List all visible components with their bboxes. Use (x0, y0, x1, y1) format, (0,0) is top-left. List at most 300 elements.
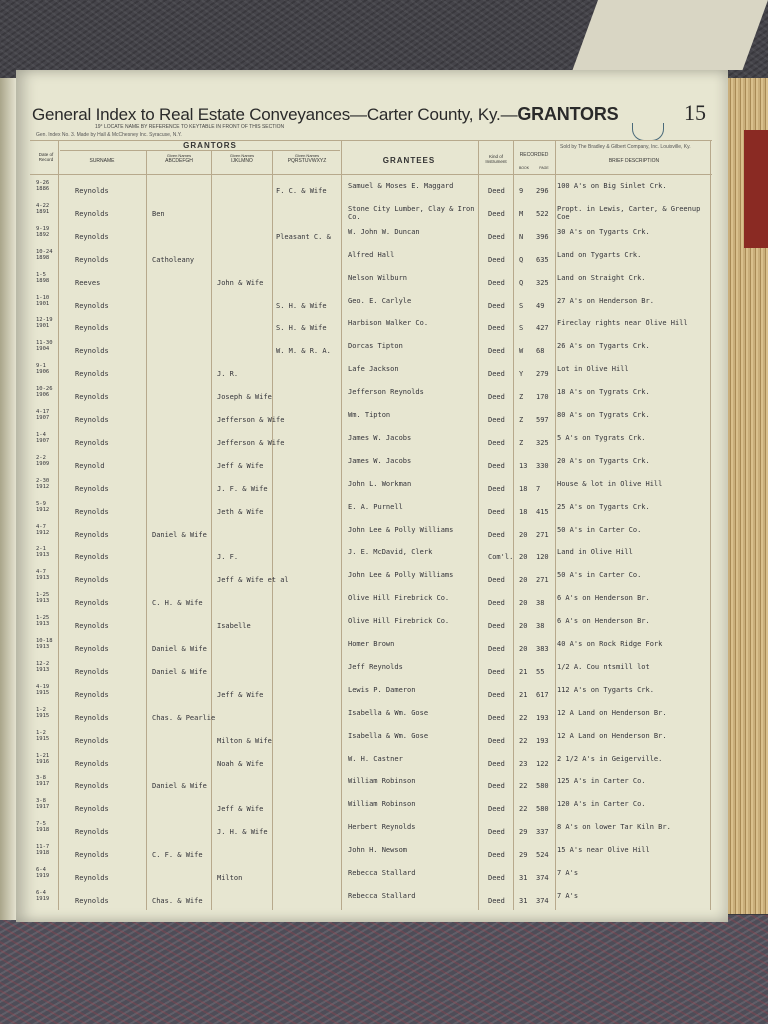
grantee: John L. Workman (348, 479, 412, 488)
col-header-ijk: IJKLMNO (231, 158, 253, 164)
grantee: James W. Jacobs (348, 433, 412, 442)
table-row (0, 319, 768, 341)
book-number: 20 (519, 645, 528, 653)
surname: Reynolds (75, 645, 109, 653)
instrument-kind: Com'l. (488, 553, 514, 562)
header-rule-top (30, 140, 712, 141)
record-date: 6-4 1919 (36, 889, 50, 902)
surname: Reynolds (75, 736, 109, 745)
grantee: Nelson Wilburn (348, 273, 408, 282)
table-row (0, 777, 768, 799)
table-row (0, 640, 768, 662)
table-row (0, 411, 768, 433)
record-date: 7-5 1918 (36, 821, 50, 834)
page-number-cell: 597 (536, 416, 549, 424)
grantee: James W. Jacobs (348, 456, 412, 465)
surname: Reynolds (75, 553, 109, 562)
instrument-kind: Deed (488, 461, 505, 470)
subtitle: 19° LOCATE NAME BY REFERENCE TO KEYTABLE IN FRONT OF THIS SECTION (95, 124, 285, 130)
table-row (0, 571, 768, 593)
brief-description: 6 A's on Henderson Br. (557, 617, 650, 626)
printer-note: Gen. Index No. 3. Made by Hall & McChesney Inc. Syracuse, N.Y. (36, 132, 182, 138)
given-name-opq: S. H. & Wife (276, 301, 327, 310)
instrument-kind: Deed (488, 851, 505, 860)
grantee: J. E. McDavid, Clerk (348, 548, 433, 557)
given-name-ijk: Jefferson & Wife (217, 438, 285, 447)
given-name-abc: Daniel & Wife (152, 667, 207, 676)
brief-description: 80 A's on Tygrats Crk. (557, 411, 650, 419)
surname: Reynolds (75, 690, 109, 699)
table-row (0, 752, 768, 777)
col-header-surname: SURNAME (89, 158, 115, 164)
given-name-opq: W. M. & R. A. (276, 347, 331, 356)
instrument-kind: Deed (488, 438, 505, 447)
instrument-kind: Deed (488, 416, 505, 424)
col-header-kind: Kind of Instrument (485, 154, 507, 164)
surname: Reynolds (75, 713, 109, 722)
page-number: 15 (684, 100, 706, 125)
title-kind: GRANTORS (517, 104, 619, 124)
brief-description: 125 A's in Carter Co. (557, 777, 646, 786)
col-header-date: Date of Record (38, 152, 54, 162)
brief-description: 7 A's (557, 891, 579, 900)
given-name-ijk: Milton (217, 874, 243, 882)
table-row (0, 431, 768, 456)
col-header-page: PAGE (539, 166, 549, 170)
book-number: 21 (519, 667, 528, 676)
page-number-bracket (632, 123, 664, 141)
record-date: 1-5 1898 (36, 271, 50, 284)
grantee: Geo. E. Carlyle (348, 296, 412, 305)
book-number: 20 (519, 599, 528, 608)
record-date: 5-9 1912 (36, 500, 50, 513)
surname: Reynolds (75, 622, 109, 631)
record-date: 10-24 1898 (36, 248, 53, 261)
brief-description: Propt. in Lewis, Carter, & Greenup Coe (557, 204, 701, 221)
record-date: 1-25 1913 (36, 615, 50, 628)
carpet-background-bottom (0, 915, 768, 1024)
brief-description: 50 A's in Carter Co. (557, 571, 642, 580)
given-name-ijk: Jefferson & Wife (217, 416, 285, 424)
page-number-cell: 7 (536, 484, 541, 493)
surname: Reynolds (75, 416, 109, 424)
surname: Reynolds (75, 393, 109, 402)
given-name-abc: C. F. & Wife (152, 851, 203, 860)
surname: Reynolds (75, 301, 109, 310)
table-row (0, 846, 768, 868)
grantee: Wm. Tipton (348, 411, 391, 419)
col-header-recorded: RECORDED (519, 152, 549, 158)
instrument-kind: Deed (488, 622, 505, 631)
instrument-kind: Deed (488, 599, 505, 608)
instrument-kind: Deed (488, 187, 505, 195)
instrument-kind: Deed (488, 507, 505, 516)
table-row (0, 660, 768, 685)
page-number-cell: 68 (536, 347, 545, 356)
record-date: 1-10 1901 (36, 294, 50, 307)
table-row (0, 617, 768, 639)
given-name-ijk: J. R. (217, 370, 239, 379)
page-number-cell: 38 (536, 599, 545, 608)
book-number: 22 (519, 736, 528, 745)
surname: Reynolds (75, 828, 109, 837)
page-number-cell: 617 (536, 690, 549, 699)
grantee: Jeff Reynolds (348, 662, 403, 671)
book-number: Z (519, 416, 524, 424)
book-number: N (519, 232, 524, 241)
brief-description: 27 A's on Henderson Br. (557, 296, 654, 305)
table-row (0, 342, 768, 364)
surname: Reynolds (75, 324, 109, 333)
page-number-cell: 120 (536, 553, 549, 562)
grantee: Lewis P. Dameron (348, 685, 416, 694)
given-name-ijk: Milton & Wife (217, 736, 272, 745)
brief-description: 8 A's on lower Tar Kiln Br. (557, 823, 671, 832)
record-date: 12-2 1913 (36, 660, 50, 673)
instrument-kind: Deed (488, 713, 505, 722)
page-number-cell: 635 (536, 255, 549, 264)
record-date: 11-7 1918 (36, 844, 50, 857)
record-date: 1-2 1915 (36, 729, 50, 742)
surname: Reeves (75, 278, 101, 287)
grantee: Stone City Lumber, Clay & Iron Co. (348, 204, 475, 221)
given-name-opq: F. C. & Wife (276, 187, 327, 195)
instrument-kind: Deed (488, 690, 505, 699)
brief-description: 40 A's on Rock Ridge Fork (557, 640, 663, 648)
instrument-kind: Deed (488, 393, 505, 402)
given-name-ijk: Jeff & Wife (217, 805, 264, 814)
brief-description: 18 A's on Tygrats Crk. (557, 388, 650, 397)
book-number: M (519, 209, 524, 218)
page-number-cell: 337 (536, 828, 549, 837)
col-header-given-abc: Given Names (166, 153, 192, 158)
given-name-opq: S. H. & Wife (276, 324, 327, 333)
col-header-abc: ABCDEFGH (165, 158, 193, 164)
page-number-cell: 580 (536, 805, 549, 814)
page-number-cell: 296 (536, 187, 549, 195)
brief-description: 6 A's on Henderson Br. (557, 594, 650, 603)
grantee: Herbert Reynolds (348, 823, 416, 832)
page-number-cell: 193 (536, 736, 549, 745)
record-date: 1-4 1907 (36, 431, 50, 444)
supplier-note: Sold by The Bradley & Gilbert Company, Inc. Louisville, Ky. (560, 144, 691, 150)
surname: Reynolds (75, 530, 109, 539)
grantee: William Robinson (348, 800, 416, 809)
surname: Reynolds (75, 438, 109, 447)
page-number-cell: 383 (536, 645, 549, 653)
record-date: 4-7 1913 (36, 569, 50, 582)
given-name-ijk: Jeff & Wife (217, 461, 264, 470)
grantee: Harbison Walker Co. (348, 319, 429, 328)
given-name-ijk: Jeff & Wife et al (217, 576, 289, 585)
grantee: Rebecca Stallard (348, 869, 416, 877)
given-name-abc: Chas. & Pearlie (152, 713, 216, 722)
given-name-abc: C. H. & Wife (152, 599, 203, 608)
page-number-cell: 325 (536, 438, 549, 447)
table-row (0, 365, 768, 387)
brief-description: Land on Straight Crk. (557, 273, 646, 282)
table-row (0, 889, 768, 914)
col-header-given-opq: Given Names (294, 153, 320, 158)
given-name-ijk: J. H. & Wife (217, 828, 268, 837)
table-row (0, 202, 768, 227)
table-row (0, 454, 768, 479)
instrument-kind: Deed (488, 209, 505, 218)
grantee: Jefferson Reynolds (348, 388, 424, 397)
instrument-kind: Deed (488, 278, 505, 287)
page-number-cell: 55 (536, 667, 545, 676)
book-number: Q (519, 278, 524, 287)
book-number: Q (519, 255, 524, 264)
grantee: John H. Newsom (348, 846, 408, 855)
surname: Reynolds (75, 255, 109, 264)
brief-description: Fireclay rights near Olive Hill (557, 319, 688, 328)
table-row (0, 683, 768, 708)
book-number: 18 (519, 484, 528, 493)
grantee: Homer Brown (348, 640, 395, 648)
col-header-grantees: GRANTEES (382, 156, 436, 165)
surname: Reynolds (75, 599, 109, 608)
brief-description: 25 A's on Tygarts Crk. (557, 502, 650, 511)
given-name-abc: Daniel & Wife (152, 782, 207, 791)
surname: Reynolds (75, 484, 109, 493)
page-number-cell: 374 (536, 896, 549, 905)
surname: Reynolds (75, 370, 109, 379)
instrument-kind: Deed (488, 370, 505, 379)
instrument-kind: Deed (488, 530, 505, 539)
surname: Reynolds (75, 576, 109, 585)
table-row (0, 706, 768, 731)
brief-description: 120 A's in Carter Co. (557, 800, 646, 809)
record-date: 3-8 1917 (36, 798, 50, 811)
book-number: S (519, 301, 524, 310)
instrument-kind: Deed (488, 301, 505, 310)
brief-description: 112 A's on Tygarts Crk. (557, 685, 654, 694)
table-row (0, 477, 768, 502)
given-name-ijk: John & Wife (217, 278, 264, 287)
table-row (0, 729, 768, 754)
grantee: John Lee & Polly Williams (348, 525, 454, 534)
book-number: Z (519, 393, 524, 402)
instrument-kind: Deed (488, 736, 505, 745)
brief-description: 26 A's on Tygarts Crk. (557, 342, 650, 351)
table-row (0, 823, 768, 845)
brief-description: 20 A's on Tygarts Crk. (557, 456, 650, 465)
brief-description: 1/2 A. Cou ntsmill lot (557, 662, 650, 671)
grantee: Alfred Hall (348, 250, 395, 259)
table-row (0, 271, 768, 296)
instrument-kind: Deed (488, 896, 505, 905)
book-number: 22 (519, 782, 528, 791)
instrument-kind: Deed (488, 576, 505, 585)
page-number-cell: 271 (536, 576, 549, 585)
grantee: Samuel & Moses E. Maggard (348, 182, 454, 190)
record-date: 10-26 1906 (36, 386, 53, 399)
brief-description: 12 A Land on Henderson Br. (557, 731, 667, 740)
page-number-cell: 49 (536, 301, 545, 310)
surname: Reynolds (75, 851, 109, 860)
brief-description: 50 A's in Carter Co. (557, 525, 642, 534)
book-number: 22 (519, 805, 528, 814)
given-name-ijk: Joseph & Wife (217, 393, 272, 402)
table-row (0, 248, 768, 273)
given-name-opq: Pleasant C. & (276, 232, 331, 241)
book-number: S (519, 324, 524, 333)
record-date: 10-18 1913 (36, 638, 53, 650)
record-date: 4-17 1907 (36, 409, 50, 421)
record-date: 12-19 1901 (36, 317, 53, 330)
page-number-cell: 122 (536, 759, 549, 768)
instrument-kind: Deed (488, 255, 505, 264)
instrument-kind: Deed (488, 667, 505, 676)
given-name-ijk: J. F. & Wife (217, 484, 268, 493)
table-row (0, 523, 768, 548)
brief-description: 30 A's on Tygarts Crk. (557, 227, 650, 236)
page-number-cell: 580 (536, 782, 549, 791)
header-rule-bottom (30, 174, 712, 175)
given-name-ijk: Isabelle (217, 622, 251, 631)
instrument-kind: Deed (488, 759, 505, 768)
page-number-cell: 396 (536, 232, 549, 241)
grantee: Isabella & Wm. Gose (348, 731, 429, 740)
brief-description: Land on Tygarts Crk. (557, 250, 642, 259)
grantee: Lafe Jackson (348, 365, 399, 374)
book-number: 31 (519, 896, 528, 905)
record-date: 1-21 1916 (36, 752, 50, 765)
brief-description: 7 A's (557, 869, 579, 877)
col-header-book: BOOK (518, 166, 530, 170)
record-date: 2-2 1909 (36, 454, 50, 467)
book-number: 21 (519, 690, 528, 699)
table-row (0, 548, 768, 570)
record-date: 1-25 1913 (36, 592, 50, 605)
surname: Reynold (75, 461, 105, 470)
record-date: 9-1 1906 (36, 363, 50, 376)
given-name-ijk: J. F. (217, 553, 239, 562)
table-row (0, 594, 768, 616)
table-row (0, 500, 768, 525)
book-number: 20 (519, 553, 528, 562)
book-number: 20 (519, 530, 528, 539)
brief-description: Land in Olive Hill (557, 548, 633, 557)
table-row (0, 182, 768, 204)
col-header-opq: PQRSTUVWXYZ (287, 158, 327, 164)
grantee: W. H. Castner (348, 754, 403, 763)
book-number: 31 (519, 874, 528, 882)
book-number: 20 (519, 622, 528, 631)
col-header-given-ijk: Given Names (229, 153, 255, 158)
grantee: John Lee & Polly Williams (348, 571, 454, 580)
instrument-kind: Deed (488, 874, 505, 882)
given-name-ijk: Jeff & Wife (217, 690, 264, 699)
instrument-kind: Deed (488, 232, 505, 241)
instrument-kind: Deed (488, 645, 505, 653)
book-number: 29 (519, 828, 528, 837)
brief-description: 100 A's on Big Sinlet Crk. (557, 182, 667, 190)
surname: Reynolds (75, 896, 109, 905)
record-date: 3-8 1917 (36, 775, 50, 788)
record-date: 11-30 1904 (36, 340, 53, 353)
page-number-cell: 427 (536, 324, 549, 333)
brief-description: 2 1/2 A's in Geigerville. (557, 754, 663, 763)
record-date: 1-2 1915 (36, 706, 50, 719)
grantors-rule (60, 150, 340, 151)
given-name-abc: Catholeany (152, 255, 195, 264)
instrument-kind: Deed (488, 484, 505, 493)
table-row (0, 800, 768, 822)
instrument-kind: Deed (488, 347, 505, 356)
page-number-cell: 170 (536, 393, 549, 402)
given-name-abc: Daniel & Wife (152, 530, 207, 539)
col-header-description: BRIEF DESCRIPTION (608, 158, 660, 164)
brief-description: 12 A Land on Henderson Br. (557, 708, 667, 717)
page-number-cell: 524 (536, 851, 549, 860)
grantee: E. A. Purnell (348, 502, 403, 511)
instrument-kind: Deed (488, 782, 505, 791)
page-number-cell: 193 (536, 713, 549, 722)
record-date: 6-4 1919 (36, 867, 50, 879)
book-number: W (519, 347, 524, 356)
table-row (0, 869, 768, 891)
book-number: 23 (519, 759, 528, 768)
grantee: Olive Hill Firebrick Co. (348, 594, 450, 603)
surname: Reynolds (75, 759, 109, 768)
brief-description: 5 A's on Tygrats Crk. (557, 433, 646, 442)
book-number: 20 (519, 576, 528, 585)
page-number-cell: 279 (536, 370, 549, 379)
page-number-cell: 330 (536, 461, 549, 470)
book-number: Y (519, 370, 524, 379)
surname: Reynolds (75, 507, 109, 516)
table-row (0, 294, 768, 319)
page-number-cell: 325 (536, 278, 549, 287)
grantee: W. John W. Duncan (348, 227, 420, 236)
col-header-grantors: GRANTORS (183, 141, 237, 150)
book-number: Z (519, 438, 524, 447)
title-main: General Index to Real Estate Conveyances (32, 105, 351, 124)
brief-description: Lot in Olive Hill (557, 365, 629, 374)
title-county: Carter County, Ky. (366, 105, 501, 124)
given-name-ijk: Jeth & Wife (217, 507, 264, 516)
record-date: 9-26 1886 (36, 180, 50, 192)
table-row (0, 388, 768, 410)
instrument-kind: Deed (488, 805, 505, 814)
record-date: 2-1 1913 (36, 546, 50, 559)
instrument-kind: Deed (488, 324, 505, 333)
surname: Reynolds (75, 209, 109, 218)
given-name-abc: Chas. & Wife (152, 896, 203, 905)
book-number: 29 (519, 851, 528, 860)
surname: Reynolds (75, 874, 109, 882)
book-number: 9 (519, 187, 524, 195)
book-number: 18 (519, 507, 528, 516)
record-date: 2-30 1912 (36, 477, 50, 490)
grantee: Olive Hill Firebrick Co. (348, 617, 450, 626)
table-row (0, 225, 768, 250)
grantee: Rebecca Stallard (348, 891, 416, 900)
grantee: William Robinson (348, 777, 416, 786)
surname: Reynolds (75, 805, 109, 814)
given-name-abc: Ben (152, 209, 165, 218)
surname: Reynolds (75, 232, 109, 241)
record-date: 4-7 1912 (36, 523, 50, 536)
surname: Reynolds (75, 782, 109, 791)
brief-description: 15 A's near Olive Hill (557, 846, 650, 855)
book-number: 13 (519, 461, 528, 470)
loose-paper-corner (573, 0, 768, 70)
surname: Reynolds (75, 187, 109, 195)
grantee: Isabella & Wm. Gose (348, 708, 429, 717)
